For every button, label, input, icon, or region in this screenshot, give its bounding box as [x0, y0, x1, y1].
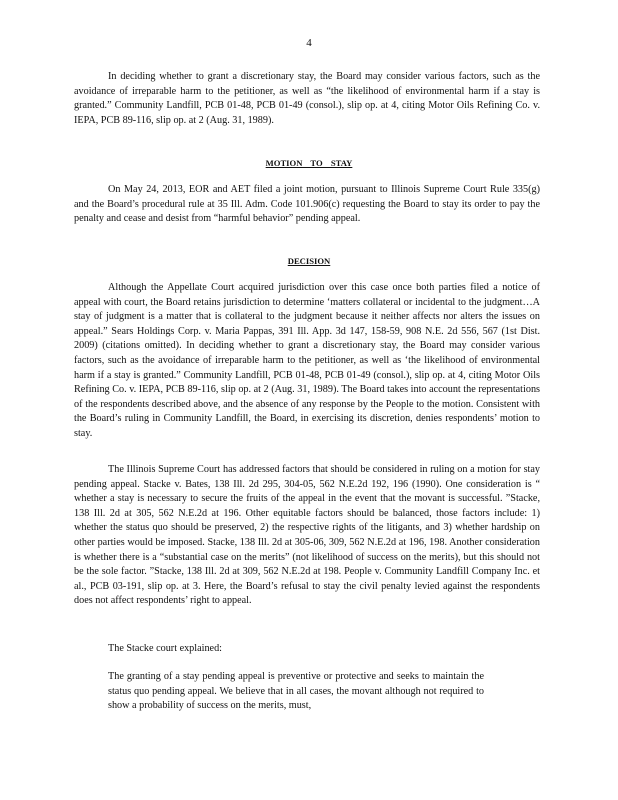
- heading-motion-to-stay: [0, 158, 618, 169]
- page-number: 4: [306, 37, 312, 49]
- heading-motion-text: MOTION TO STAY: [265, 158, 353, 168]
- stacke-court-intro: The Stacke court explained:: [108, 643, 222, 654]
- heading-decision: [0, 256, 618, 267]
- block-quote: The granting of a stay pending appeal is preventive or protective and seeks to maintain the status quo pending appeal. We believe that in all cases, the movant although not required to show a probability of success on the merits, must,: [108, 671, 484, 712]
- paragraph-appellate-jurisdiction: Although the Appellate Court acquired jurisdiction over this case once both parties filed a notice of appeal with court, the Board retains jurisdiction to determine ‘matters collateral or incidental to the judgment…A stay of judgment is a matter that is collateral to the judgment because it neither affects nor alters the issues on appeal.” Sears Holdings Corp. v. Maria Pappas, 391 Ill. App. 3d 147, 158-59, 908 N.E. 2d 556, 567 (1st Dist. 2009) (citations omitted). In deciding whether to grant a discretionary stay, the Board may consider various factors, such as the avoidance of irreparable harm to the petitioner, as well as ‘the likelihood of environmental harm if a stay is granted.” Community Landfill, PCB 01-48, PCB 01-49 (consol.), slip op. at 4, citing Motor Oils Refining Co. v. IEPA, PCB 89-116, slip op. at 2 (Aug. 31, 1989). The Board takes into account the representations of the respondents described above, and the absence of any response by the People to the motion. Consistent with the Board’s ruling in Community Landfill, the Board, in exercising its discretion, denies respondents’ motion to stay.: [74, 282, 540, 439]
- paragraph-joint-motion: On May 24, 2013, EOR and AET filed a joint motion, pursuant to Illinois Supreme Court Rule 335(g) and the Board’s procedural rule at 35 Ill. Adm. Code 101.906(c) requesting the Board to stay its order to pay the penalty and cease and desist from “harmful behavior” pending appeal.: [74, 184, 540, 225]
- paragraph-discretionary-stay: In deciding whether to grant a discretionary stay, the Board may consider various factors, such as the avoidance of irreparable harm to the petitioner, as well as “the likelihood of environmental harm if a stay is granted.” Community Landfill, PCB 01-48, PCB 01-49 (consol.), slip op. at 4, citing Motor Oils Refining Co. v. IEPA, PCB 89-116, slip op. at 2 (Aug. 31, 1989).: [74, 71, 540, 126]
- heading-decision-text: DECISION: [287, 256, 331, 266]
- paragraph-stacke-factors: The Illinois Supreme Court has addressed factors that should be considered in ruling on a motion for stay pending appeal. Stacke v. Bates, 138 Ill. 2d 295, 304-05, 562 N.E.2d 192, 196 (1990). One consideration is “ whether a stay is necessary to secure the fruits of the appeal in the event that the movant is successful. ”Stacke, 138 Ill. 2d at 305, 562 N.E.2d at 196. Other equitable factors should be balanced, those factors include: 1) whether the status quo should be preserved, 2) the respective rights of the litigants, and 3) whether hardship on other parties would be imposed. Stacke, 138 Ill. 2d at 305-06, 309, 562 N.E.2d at 196, 198. Another consideration is whether there is a “substantial case on the merits” (not likelihood of success on the merits), but this should not be the sole factor. ”Stacke, 138 Ill. 2d at 309, 562 N.E.2d at 198. People v. Community Landfill Company Inc. et al., PCB 03-191, slip op. at 3. Here, the Board’s refusal to stay the civil penalty levied against the respondents does not affect respondents’ right to appeal.: [74, 464, 540, 607]
